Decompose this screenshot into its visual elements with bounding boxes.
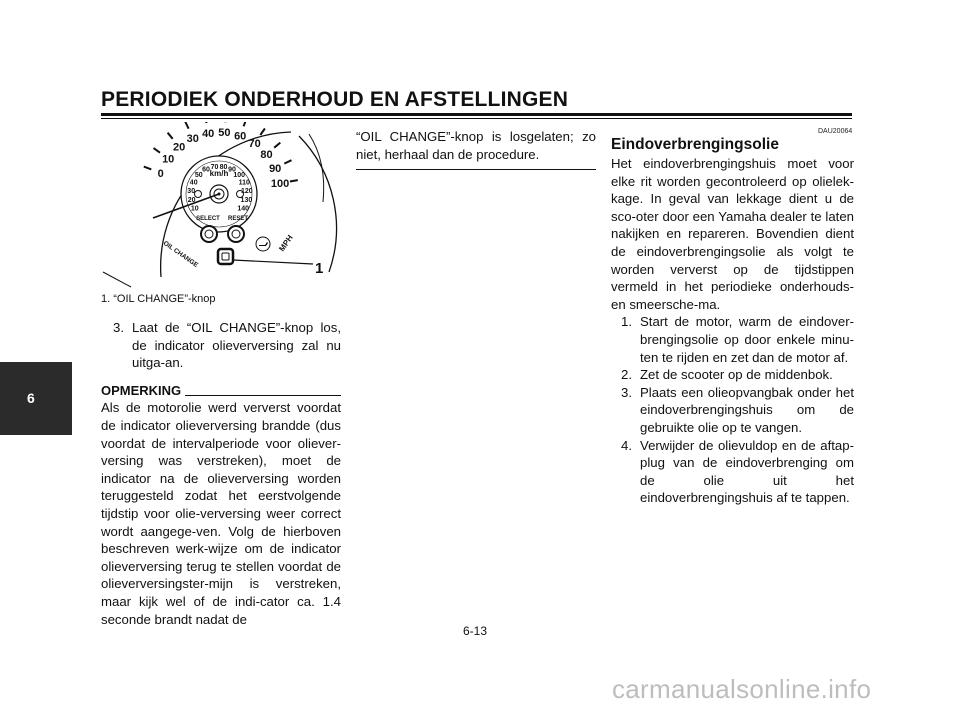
step-number: 3. — [621, 384, 632, 400]
select-label: SELECT — [196, 216, 220, 222]
kmh-tick-label: 100 — [233, 172, 246, 180]
step-text: Plaats een olieopvangbak onder het eindoverbrengingshuis om de gebruikte olie op te vangen. — [640, 384, 854, 435]
figure-caption: 1. “OIL CHANGE”-knop — [101, 293, 216, 305]
kmh-tick-label: 50 — [194, 172, 203, 180]
kmh-tick-label: 140 — [237, 205, 250, 213]
kmh-tick-label: 90 — [228, 166, 236, 174]
step-2 — [611, 366, 854, 384]
mph-tick-label: 50 — [218, 127, 231, 140]
kmh-tick-label: 80 — [219, 163, 228, 171]
oil-can-icon — [256, 237, 270, 251]
mph-tick — [284, 160, 291, 163]
mph-tick-label: 90 — [269, 162, 282, 175]
section-code: DAU20064 — [818, 128, 853, 135]
note-heading: OPMERKING — [101, 382, 182, 398]
page-header-title: PERIODIEK ONDERHOUD EN AFSTELLINGEN — [101, 88, 569, 111]
oil-change-button — [218, 249, 233, 264]
step-number: 4. — [621, 437, 632, 453]
mph-tick — [274, 143, 280, 148]
step-text: Zet de scooter op de middenbok. — [640, 367, 833, 383]
kmh-unit-label: km/h — [209, 169, 229, 178]
kmh-tick-label: 120 — [240, 188, 253, 196]
reset-button — [228, 226, 244, 242]
kmh-tick-label: 30 — [187, 188, 196, 196]
mph-tick-label: 60 — [234, 130, 247, 143]
procedure-continuation: “OIL CHANGE”-knop is losgelaten; zo niet, herhaal dan de procedure. — [356, 129, 596, 162]
column-middle — [356, 128, 596, 170]
step-text: Laat de “OIL CHANGE”-knop los, de indicator olieverversing zal nu uitga-an. — [132, 320, 341, 371]
speedometer-illustration — [101, 122, 341, 292]
mph-tick-label: 80 — [260, 149, 273, 162]
mph-tick-label: 70 — [248, 138, 261, 151]
header-rule — [101, 113, 852, 116]
step-number: 3. — [113, 320, 124, 335]
column-right — [611, 155, 854, 507]
note-end-rule — [356, 169, 596, 170]
mph-tick — [260, 129, 265, 136]
step-3 — [101, 319, 341, 372]
mph-tick-label: 30 — [186, 132, 199, 145]
step-number: 2. — [621, 367, 632, 383]
mph-tick — [185, 122, 188, 129]
section-title: Eindoverbrengingsolie — [611, 136, 779, 153]
watermark: carmanualsonline.info — [612, 674, 872, 704]
mph-tick — [290, 180, 298, 181]
section-intro: Het eindoverbrengingshuis moet voor elke rit worden gecontroleerd op olielek-kage. In geval van lekkage dient u de sco-oter door een Yamaha dealer te laten nakijken en repareren. Bovendien dient de eindoverbrengingsolie als volgt te worden ververst op de tijdstippen vermeld in het periodieke onderhouds- en smeersche-ma. — [611, 156, 854, 312]
chapter-tab-number: 6 — [27, 390, 35, 406]
mph-tick — [205, 122, 206, 123]
mph-tick — [244, 122, 247, 126]
step-1 — [611, 313, 854, 366]
kmh-tick-label: 40 — [189, 179, 198, 187]
mph-tick-label: 10 — [162, 153, 175, 166]
kmh-tick-label: 10 — [190, 205, 199, 213]
mph-tick — [154, 148, 161, 153]
select-button — [201, 226, 217, 242]
note-heading-rule — [185, 395, 341, 396]
kmh-tick-label: 110 — [238, 179, 250, 187]
mph-tick-label: 20 — [172, 141, 186, 154]
kmh-tick-label: 60 — [202, 166, 210, 174]
reset-label: RESET — [227, 216, 249, 222]
kmh-tick-label: 70 — [210, 163, 219, 171]
step-text: Start de motor, warm de eindover-brengingsolie op door enkele minu-ten te rijden en zet dan de motor af. — [640, 314, 854, 365]
mph-tick-label: 40 — [202, 127, 215, 140]
mph-tick-label: 100 — [270, 178, 290, 191]
header-rule-thin — [101, 118, 852, 119]
chapter-tab — [0, 362, 72, 435]
mph-tick-label: 0 — [157, 167, 164, 180]
mph-tick — [168, 133, 173, 139]
step-4 — [611, 437, 854, 507]
kmh-tick-label: 20 — [187, 197, 196, 205]
column-left — [101, 319, 341, 628]
note-heading-row — [101, 382, 341, 400]
step-3 — [611, 384, 854, 437]
step-number: 1. — [621, 314, 632, 330]
step-text: Verwijder de olievuldop en de aftap-plug van de eindoverbrenging om de olie uit het eindoverbrengingshuis af te tappen. — [640, 437, 854, 506]
page-number: 6-13 — [463, 624, 488, 638]
callout-number: 1 — [315, 260, 324, 277]
kmh-tick-label: 130 — [240, 197, 253, 205]
mph-unit-label: MPH — [277, 233, 295, 254]
note-text: Als de motorolie werd ververst voordat de indicator olieverversing brandde (dus voordat de intervalperiode voor oliever-versing was verstreken), moet de indicator na de olieverversing worden teruggesteld zodat het eerstvolgende tijdstip voor olie-verversing weer correct wordt aangege-ven. Volg de hierboven beschreven werk-wijze om de indicator olieverversing terug te stellen voordat de olieverversingster-mijn is verstreken, maar kijk wel of de indi-cator ca. 1.4 seconde brandt nadat de — [101, 400, 341, 627]
oil-change-label: OIL CHANGE — [161, 239, 200, 269]
mph-tick — [144, 167, 152, 170]
